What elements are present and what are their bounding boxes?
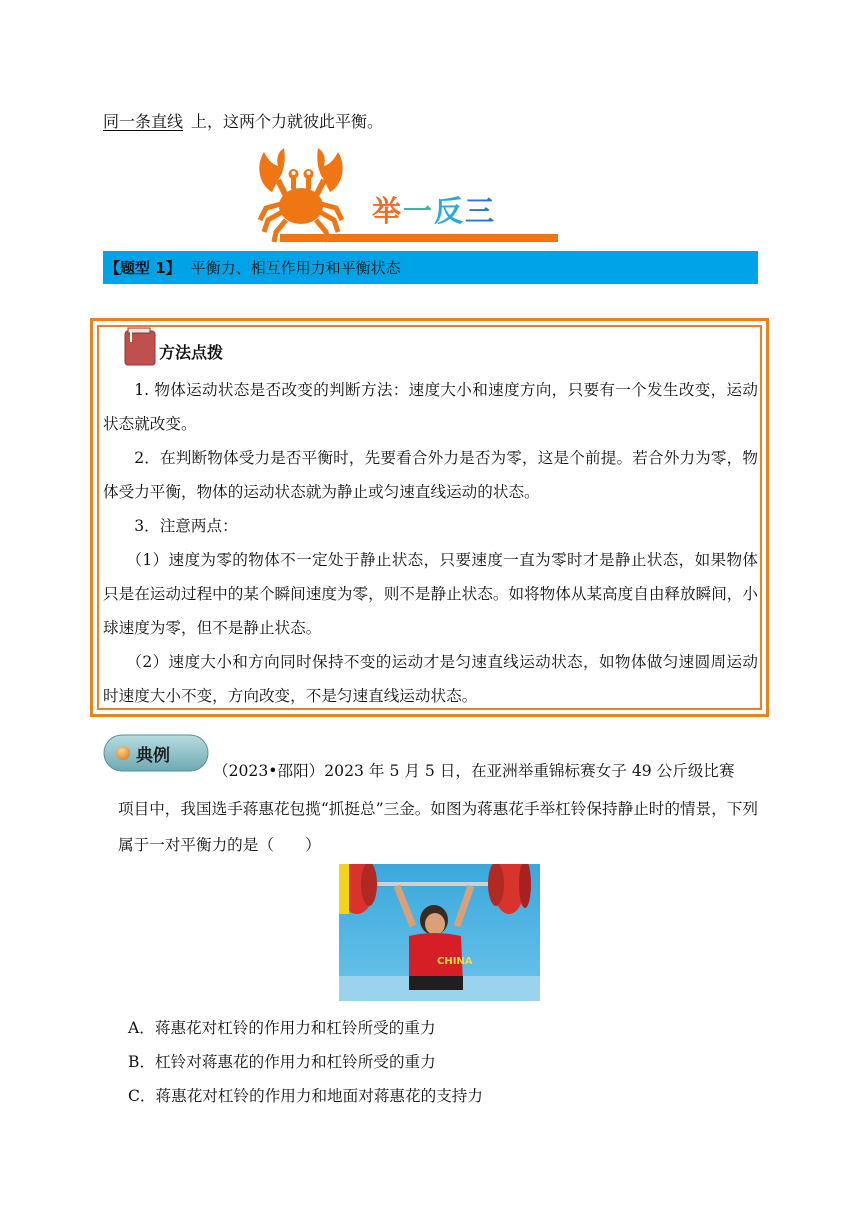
option-a: A．蒋惠花对杠铃的作用力和杠铃所受的重力 xyxy=(128,1019,436,1037)
intro-text: 上，这两个力就彼此平衡。 xyxy=(191,112,384,131)
brand-title xyxy=(372,189,496,230)
section-tag: 【题型 1】 xyxy=(105,259,181,277)
example-question-line1: （2023•邵阳）2023 年 5 月 5 日，在亚洲举重锦标赛女子 49 公斤级比赛 xyxy=(213,762,735,780)
method-paragraph: 1. 物体运动状态是否改变的判断方法：速度大小和速度方向，只要有一个发生改变，运动状态就改变。 xyxy=(103,381,758,433)
intro-line xyxy=(103,110,383,134)
method-body xyxy=(103,373,758,713)
intro-underlined-term: 同一条直线 xyxy=(103,112,184,131)
method-paragraph: （2）速度大小和方向同时保持不变的运动才是匀速直线运动状态，如物体做匀速圆周运动时速度大小不变，方向改变，不是匀速直线运动状态。 xyxy=(103,653,758,705)
section-title: 平衡力、相互作用力和平衡状态 xyxy=(190,259,401,277)
method-paragraph: 3．注意两点： xyxy=(134,517,238,535)
jersey-text: CHINA xyxy=(437,956,473,967)
method-title: 方法点拨 xyxy=(159,343,224,362)
brand-char-1: 举 xyxy=(372,194,404,228)
brand-char-4: 三 xyxy=(465,194,497,228)
bookmark-icon xyxy=(124,327,156,367)
method-paragraph: （1）速度为零的物体不一定处于静止状态，只要速度一直为零时才是静止状态，如果物体只是在运动过程中的某个瞬间速度为零，则不是静止状态。如将物体从某高度自由释放瞬间，小球速度为零，但不是静止状态。 xyxy=(103,551,758,637)
section-heading xyxy=(105,257,401,278)
option-c: C．蒋惠花对杠铃的作用力和地面对蒋惠花的支持力 xyxy=(128,1087,483,1105)
brand-char-2: 一 xyxy=(403,194,435,228)
weightlifter-photo xyxy=(339,864,540,1001)
example-question-line2: 项目中，我国选手蒋惠花包揽“抓挺总”三金。如图为蒋惠花手举杠铃保持静止时的情景，下列属于一对平衡力的是（ ） xyxy=(118,800,758,854)
example-badge-label: 典例 xyxy=(136,746,170,766)
brand-char-3: 反 xyxy=(434,194,466,228)
method-paragraph: 2．在判断物体受力是否平衡时，先要看合外力是否为零，这是个前提。若合外力为零，物体受力平衡，物体的运动状态就为静止或匀速直线运动的状态。 xyxy=(103,449,758,501)
option-b: B．杠铃对蒋惠花的作用力和杠铃所受的重力 xyxy=(128,1053,436,1071)
